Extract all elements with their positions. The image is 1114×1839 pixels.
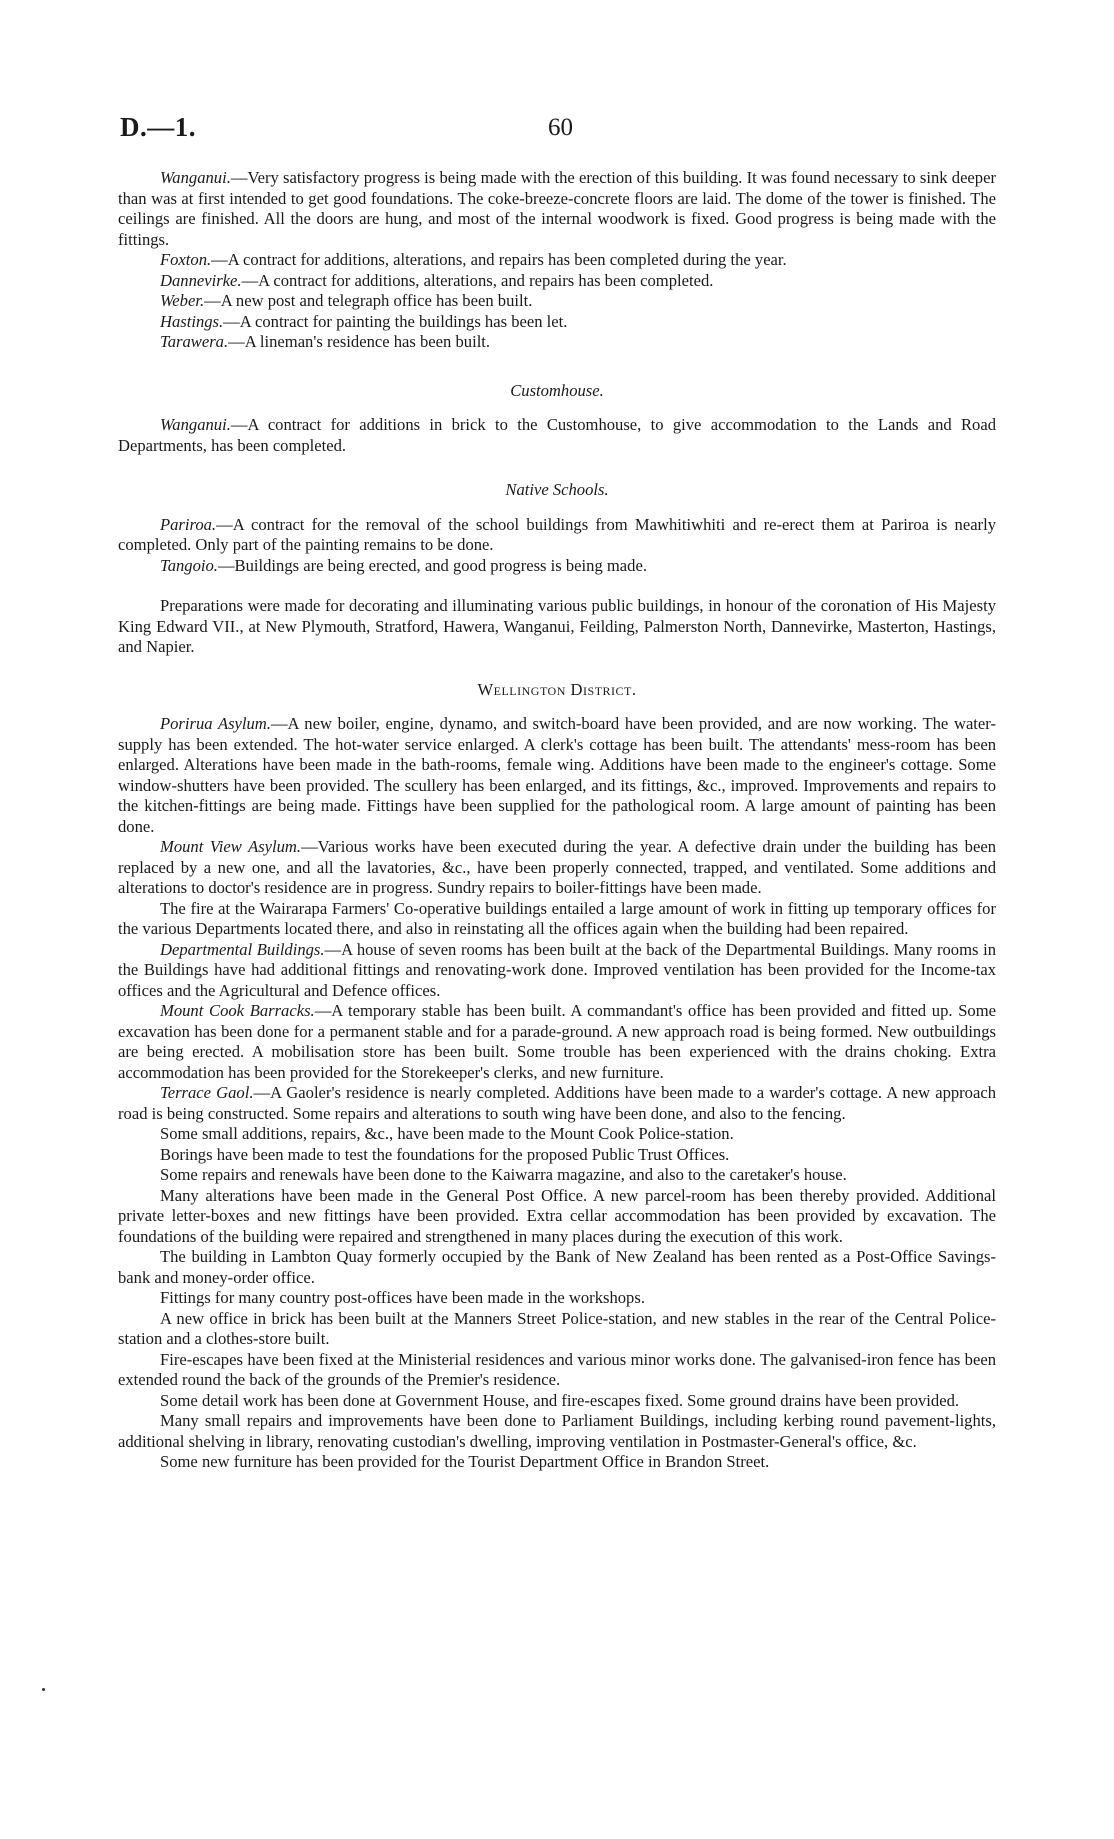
paragraph-lead: Dannevirke. [160, 270, 242, 290]
paragraph-text: Some repairs and renewals have been done to the Kaiwarra magazine, and also to the caretaker's house. [160, 1165, 847, 1184]
paragraph-lead: Tangoio. [160, 555, 218, 575]
paragraph-lead: Tarawera. [160, 332, 229, 351]
paragraph-text: —Various works have been executed during the year. A defective drain under the building has been replaced by a new one, and all the lavatories, &c., have been properly connected, trapped, and ventilated. Some additions and alterations to doctor's residence are in progress. Sundry repairs to boiler-fittings have been made. [118, 837, 996, 897]
paragraph [118, 596, 996, 658]
paragraph [118, 1309, 996, 1350]
paragraph-lead: Departmental Buildings. [160, 939, 325, 959]
paragraph-lead: Pariroa. [160, 514, 217, 534]
section-wellington-district [118, 680, 996, 1473]
paragraph [118, 1186, 996, 1248]
paragraph-text: —A lineman's residence has been built. [228, 332, 491, 351]
paragraph [118, 291, 996, 312]
paragraph-text: The building in Lambton Quay formerly occupied by the Bank of New Zealand has been rented as a Post-Office Savings-bank and money-order office. [118, 1247, 996, 1287]
section-post-telegraph [118, 168, 996, 353]
paragraph [118, 415, 996, 456]
paragraph-lead: Mount Cook Barracks. [160, 1001, 315, 1020]
paragraph-text: —A contract for additions, alterations, and repairs has been completed. [241, 270, 714, 290]
paragraph-text: —A new post and telegraph office has been built. [204, 291, 533, 310]
paragraph-lead: Weber. [160, 291, 205, 310]
paragraph [118, 940, 996, 1002]
paragraph-text: Many alterations have been made in the General Post Office. A new parcel-room has been thereby provided. Additional private letter-boxes and new fittings have been provided. Extra cellar accommodation has been provided by excavation. The foundations of the building were repaired and strengthened in many places during the execution of this work. [118, 1185, 996, 1246]
paragraph-text: The fire at the Wairarapa Farmers' Co-operative buildings entailed a large amount of work in fitting up temporary offices for the various Departments located there, and also in reinstating all the offices again when the building had been repaired. [118, 898, 996, 938]
paragraph [118, 556, 996, 577]
paragraph [118, 250, 996, 271]
document-reference: D.—1. [120, 112, 196, 142]
paragraph-lead: Porirua Asylum. [160, 714, 271, 733]
paragraph-text: Some new furniture has been provided for the Tourist Department Office in Brandon Street. [160, 1452, 770, 1471]
paragraph-lead: Foxton. [160, 250, 212, 269]
section-heading: Customhouse. [510, 380, 604, 400]
paragraph [118, 899, 996, 940]
paragraph [118, 1083, 996, 1124]
paragraph-text: Some small additions, repairs, &c., have been made to the Mount Cook Police-station. [160, 1124, 734, 1143]
paragraph [118, 312, 996, 333]
paragraph-lead: Terrace Gaol. [160, 1083, 254, 1102]
paragraph-text: Fittings for many country post-offices have been made in the workshops. [160, 1288, 645, 1307]
paragraph-text: —A contract for additions in brick to the Customhouse, to give accommodation to the Lands and Road Departments, has been completed. [118, 415, 996, 455]
paragraph-text: —A contract for painting the buildings has been let. [223, 311, 568, 331]
paragraph [118, 515, 996, 556]
section-coronation [118, 596, 996, 658]
paragraph [118, 1247, 996, 1288]
paragraph-lead: Hastings. [160, 311, 224, 331]
paragraph [118, 1001, 996, 1083]
paragraph [118, 1452, 996, 1473]
section-customhouse [118, 381, 996, 457]
paragraph-text: Some detail work has been done at Government House, and fire-escapes fixed. Some ground drains have been provided. [160, 1390, 960, 1410]
paragraph-text: Fire-escapes have been fixed at the Ministerial residences and various minor works done. The galvanised-iron fence has been extended round the back of the grounds of the Premier's residence. [118, 1349, 996, 1389]
paragraph [118, 1124, 996, 1145]
paragraph [118, 168, 996, 250]
margin-mark [42, 1688, 45, 1691]
paragraph-lead: Mount View Asylum. [160, 837, 302, 856]
section-heading: Native Schools. [505, 480, 609, 499]
paragraph-text: —A new boiler, engine, dynamo, and switch-board have been provided, and are now working. The water-supply has been extended. The hot-water service enlarged. A clerk's cottage has been built. The attendants' mess-room has been enlarged. Alterations have been made in the bath-rooms, female wing. Additions have been made to the engineer's cottage. Some window-shutters have been provided. The scullery has been enlarged, and its fittings, &c., improved. Improvements and repairs to the kitchen-fittings are being made. Fittings have been supplied for the pathological room. A large amount of painting has been done. [118, 714, 996, 836]
paragraph-text: Many small repairs and improvements have been done to Parliament Buildings, including kerbing round pavement-lights, additional shelving in library, renovating custodian's dwelling, improving ventilation in Postmaster-General's office, &c. [118, 1411, 996, 1451]
paragraph [118, 714, 996, 837]
paragraph [118, 332, 996, 353]
paragraph [118, 1391, 996, 1412]
document-body [118, 168, 996, 1473]
paragraph-text: —Very satisfactory progress is being made with the erection of this building. It was found necessary to sink deeper than was at first intended to get good foundations. The coke-breeze-concrete floors are laid. The dome of the tower is finished. The ceilings are finished. All the doors are hung, and most of the internal woodwork is fixed. Good progress is being made with the fittings. [118, 168, 996, 249]
paragraph [118, 1145, 996, 1166]
paragraph-text: —A Gaoler's residence is nearly completed. Additions have been made to a warder's cottage. A new approach road is being constructed. Some repairs and alterations to south wing have been done, and also to the fencing. [118, 1083, 997, 1123]
paragraph [118, 837, 996, 899]
paragraph [118, 1411, 996, 1452]
paragraph-lead: Wanganui. [160, 415, 231, 434]
paragraph-text: A new office in brick has been built at the Manners Street Police-station, and new stables in the rear of the Central Police-station and a clothes-store built. [118, 1308, 996, 1348]
page-number: 60 [548, 114, 573, 141]
section-native-schools [118, 480, 996, 576]
paragraph-text: —A contract for additions, alterations, and repairs has been completed during the year. [211, 250, 787, 269]
paragraph-text: Preparations were made for decorating and illuminating various public buildings, in honour of the coronation of His Majesty King Edward VII., at New Plymouth, Stratford, Hawera, Wanganui, Feilding, Palmerston North, Dannevirke, Masterton, Hastings, and Napier. [118, 596, 996, 656]
paragraph-lead: Wanganui. [160, 168, 231, 187]
paragraph-text: —A house of seven rooms has been built at the back of the Departmental Buildings. Many rooms in the Buildings have had additional fittings and renovating-work done. Improved ventilation has been provided for the Income-tax offices and the Agricultural and Defence offices. [118, 939, 996, 1000]
paragraph-text: —Buildings are being erected, and good progress is being made. [217, 555, 647, 575]
paragraph [118, 1165, 996, 1186]
paragraph [118, 1288, 996, 1309]
paragraph [118, 1350, 996, 1391]
paragraph-text: —A temporary stable has been built. A commandant's office has been provided and fitted up. Some excavation has been done for a permanent stable and for a parade-ground. A new approach road is being formed. New outbuildings are being erected. A mobilisation store has been built. Some trouble has been experienced with the drains choking. Extra accommodation has been provided for the Storekeeper's clerks, and new furniture. [118, 1001, 996, 1082]
section-heading: Wellington District. [477, 679, 637, 699]
paragraph-text: Borings have been made to test the foundations for the proposed Public Trust Offices. [160, 1144, 730, 1164]
paragraph-text: —A contract for the removal of the school buildings from Mawhitiwhiti and re-erect them at Pariroa is nearly completed. Only part of the painting remains to be done. [118, 514, 996, 554]
paragraph [118, 271, 996, 292]
